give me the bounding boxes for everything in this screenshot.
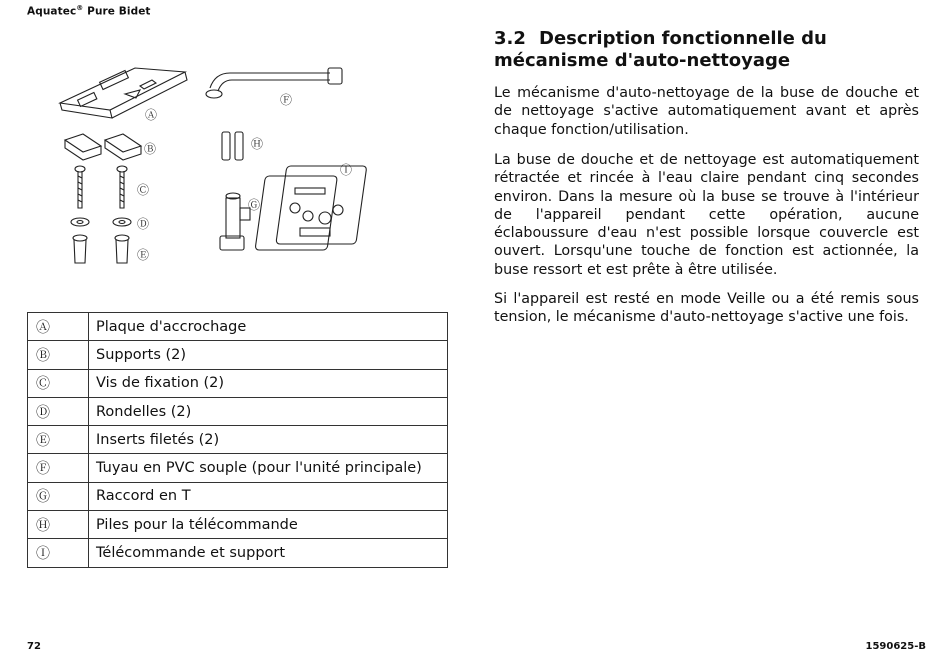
page-number: 72 (27, 641, 41, 652)
remote-control-drawing (255, 166, 367, 250)
row-symbol: Ⓕ (28, 454, 89, 482)
row-description: Tuyau en PVC souple (pour l'unité principale) (89, 454, 448, 482)
parts-illustration (40, 58, 440, 293)
section-number: 3.2 (494, 28, 526, 49)
table-row (28, 482, 448, 510)
row-description: Vis de fixation (2) (89, 369, 448, 397)
table-row (28, 426, 448, 454)
row-symbol: Ⓒ (28, 369, 89, 397)
label-h: Ⓗ (251, 137, 264, 151)
section-heading (494, 28, 914, 72)
label-c: Ⓒ (137, 183, 150, 197)
parts-table (27, 312, 448, 568)
paragraph-2: La buse de douche et de nettoyage est automatiquement rétractée et rincée à l'eau claire pendant cinq secondes environ. Dans la mesure où la buse se trouve à l'intérieur de l'appareil pendant cette opération, aucune éclaboussure d'eau n'est possible lorsque couvercle est ouvert. Lorsqu'une touche de fonction est actionnée, la buse ressort et est prête à être utilisée. (494, 152, 919, 278)
table-row (28, 397, 448, 425)
washer-drawings (71, 218, 131, 226)
hose-drawing (206, 68, 342, 98)
table-row (28, 341, 448, 369)
row-description: Inserts filetés (2) (89, 426, 448, 454)
mounting-plate-drawing (60, 68, 187, 118)
row-symbol: Ⓔ (28, 426, 89, 454)
row-description: Piles pour la télécommande (89, 511, 448, 539)
table-row (28, 539, 448, 567)
paragraph-1: Le mécanisme d'auto-nettoyage de la buse de douche et de nettoyage s'active automatiquement avant et après chaque fonction/utilisation. (494, 85, 919, 138)
label-d: Ⓓ (137, 217, 150, 231)
row-description: Raccord en T (89, 482, 448, 510)
paragraph-3: Si l'appareil est resté en mode Veille ou a été remis sous tension, le mécanisme d'auto-nettoyage s'active une fois. (494, 291, 919, 326)
bracket-drawings (65, 134, 141, 160)
screw-drawings (75, 166, 127, 208)
header-registered-mark: ® (76, 4, 84, 12)
header-product: Aquatec (27, 5, 77, 18)
row-description: Plaque d'accrochage (89, 313, 448, 341)
table-row (28, 454, 448, 482)
label-i: Ⓘ (340, 163, 353, 177)
label-g: Ⓖ (248, 198, 261, 212)
table-row (28, 511, 448, 539)
row-symbol: Ⓓ (28, 397, 89, 425)
row-symbol: Ⓑ (28, 341, 89, 369)
row-description: Supports (2) (89, 341, 448, 369)
row-description: Télécommande et support (89, 539, 448, 567)
label-f: Ⓕ (280, 93, 293, 107)
row-symbol: Ⓘ (28, 539, 89, 567)
section-title: Description fonctionnelle du mécanisme d'auto-nettoyage (494, 28, 827, 71)
tee-fitting-drawing (220, 193, 250, 250)
header-product-rest: Pure Bidet (83, 5, 151, 18)
row-symbol: Ⓖ (28, 482, 89, 510)
insert-drawings (73, 235, 129, 263)
label-b: Ⓑ (144, 142, 157, 156)
table-row (28, 369, 448, 397)
running-header (27, 4, 151, 18)
row-symbol: Ⓐ (28, 313, 89, 341)
label-e: Ⓔ (137, 248, 150, 262)
label-a: Ⓐ (145, 108, 158, 122)
table-row (28, 313, 448, 341)
document-id: 1590625-B (865, 641, 926, 652)
row-description: Rondelles (2) (89, 397, 448, 425)
battery-drawings (222, 132, 243, 160)
row-symbol: Ⓗ (28, 511, 89, 539)
